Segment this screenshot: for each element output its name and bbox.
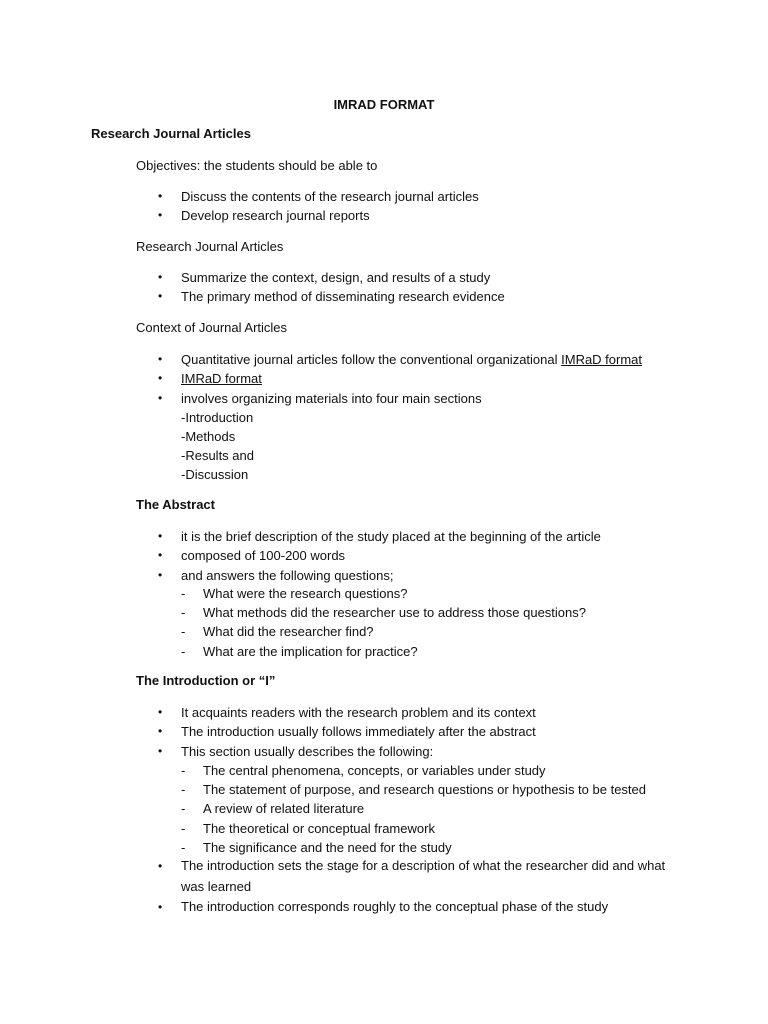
imrad-format-link[interactable]: IMRaD format	[561, 352, 643, 367]
list-item: • This section usually describes the following:	[158, 742, 536, 761]
intro-subitems-list	[181, 761, 646, 857]
document-title: IMRAD FORMAT	[333, 97, 435, 112]
bullet-icon: •	[158, 900, 163, 914]
intro-list	[158, 703, 536, 761]
section-name: -Introduction	[181, 410, 254, 425]
dash-icon: -	[181, 763, 186, 778]
dash-icon: -	[181, 782, 186, 798]
abstract-questions-list	[181, 584, 586, 661]
bullet-icon: •	[158, 724, 163, 739]
list-item: • and answers the following questions;	[158, 566, 601, 585]
dash-icon: -	[181, 820, 186, 836]
list-item: • The introduction corresponds roughly to the conceptual phase of the study	[158, 897, 678, 918]
list-item: • Quantitative journal articles follow the conventional organizational IMRaD format	[158, 350, 642, 369]
objectives-list	[158, 187, 479, 226]
list-item: - The theoretical or conceptual framework	[181, 819, 646, 838]
intro-list-continued	[158, 856, 678, 918]
dash-icon: -	[181, 839, 186, 855]
dash-icon: -	[181, 643, 186, 659]
bullet-icon: •	[158, 270, 163, 284]
list-item: • The primary method of disseminating research evidence	[158, 287, 505, 306]
section-name: -Methods	[181, 429, 236, 444]
section-name: -Results and	[181, 448, 254, 463]
abstract-list	[158, 527, 601, 585]
objectives-intro: Objectives: the students should be able to	[136, 158, 378, 173]
dash-icon: -	[181, 801, 186, 817]
bullet-icon: •	[158, 390, 163, 405]
list-item: - What were the research questions?	[181, 584, 586, 603]
list-item: - The statement of purpose, and research questions or hypothesis to be tested	[181, 780, 646, 799]
context-list	[158, 350, 642, 408]
bullet-icon: •	[158, 705, 163, 719]
list-item: • Discuss the contents of the research journal articles	[158, 187, 479, 206]
bullet-icon: •	[158, 743, 163, 758]
bullet-icon: •	[158, 189, 163, 203]
bullet-icon: •	[158, 529, 163, 543]
bullet-icon: •	[158, 567, 163, 582]
dash-icon: -	[181, 624, 186, 640]
list-item: - The central phenomena, concepts, or variables under study	[181, 761, 646, 780]
bullet-icon: •	[158, 548, 163, 563]
bullet-icon: •	[158, 371, 163, 386]
bullet-icon: •	[158, 352, 163, 366]
list-item: • The introduction usually follows immediately after the abstract	[158, 722, 536, 741]
list-item: - The significance and the need for the study	[181, 838, 646, 857]
list-item: • The introduction sets the stage for a description of what the researcher did and what was learned	[158, 858, 666, 894]
dash-icon: -	[181, 605, 186, 621]
list-item: - What are the implication for practice?	[181, 642, 586, 661]
list-item: • Summarize the context, design, and results of a study	[158, 268, 505, 287]
list-item: • involves organizing materials into four main sections	[158, 389, 642, 408]
section-heading-research-journal-articles: Research Journal Articles	[91, 126, 251, 141]
dash-icon: -	[181, 586, 186, 601]
bullet-icon: •	[158, 859, 163, 873]
imrad-format-link-2[interactable]: IMRaD format	[181, 371, 262, 387]
subheading-research-journal-articles: Research Journal Articles	[136, 239, 284, 254]
list-item: - What did the researcher find?	[181, 622, 586, 641]
section-name: -Discussion	[181, 467, 249, 482]
list-item: • it is the brief description of the study placed at the beginning of the article	[158, 527, 601, 546]
bullet-icon: •	[158, 289, 163, 304]
list-item: • composed of 100-200 words	[158, 546, 601, 565]
list-item: - What methods did the researcher use to address those questions?	[181, 603, 586, 622]
list-item: • Develop research journal reports	[158, 206, 479, 225]
list-item: • It acquaints readers with the research problem and its context	[158, 703, 536, 722]
subheading-context: Context of Journal Articles	[136, 320, 288, 335]
list-item	[158, 369, 642, 388]
list-item: - A review of related literature	[181, 799, 646, 818]
subheading-abstract: The Abstract	[136, 497, 215, 512]
subheading-introduction: The Introduction or “I”	[136, 673, 276, 688]
rja-list	[158, 268, 505, 307]
bullet-icon: •	[158, 208, 163, 223]
